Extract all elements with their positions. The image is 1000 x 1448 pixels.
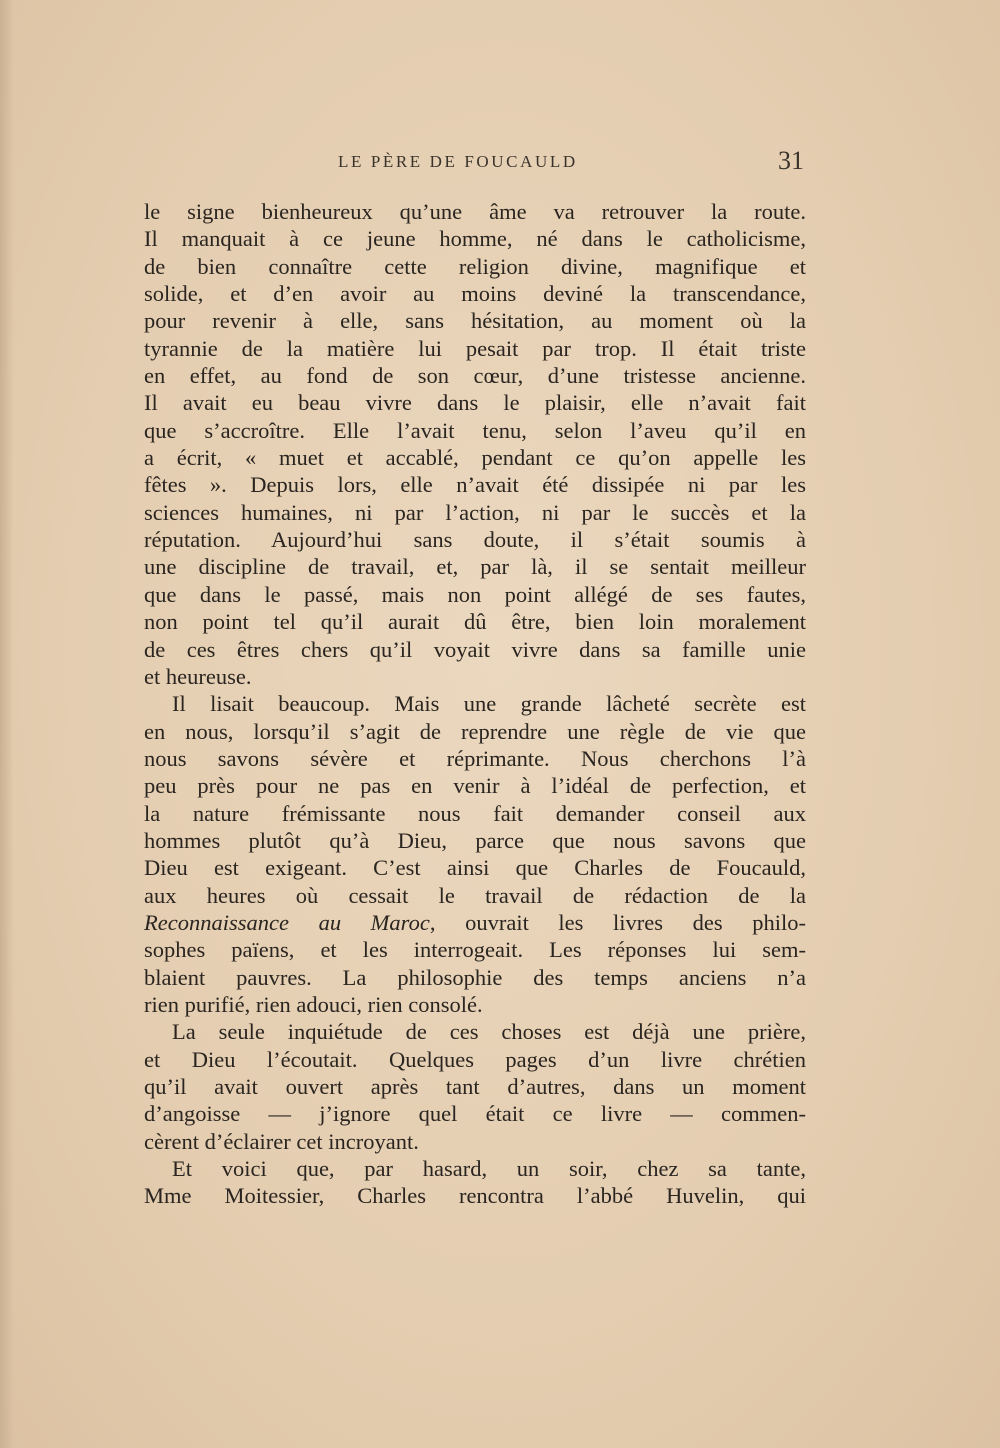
text-line: d’angoisse — j’ignore quel était ce livre — commen- [144, 1101, 806, 1127]
text-line: et heureuse. [144, 663, 252, 689]
text-line [144, 909, 806, 936]
text-line: blaient pauvres. La philosophie des temps anciens n’a [144, 964, 806, 990]
text-line: et Dieu l’écoutait. Quelques pages d’un livre chrétien [144, 1046, 806, 1072]
text-line: Mme Moitessier, Charles rencontra l’abbé Huvelin, qui [144, 1183, 806, 1209]
text-line: solide, et d’en avoir au moins deviné la transcendance, [144, 281, 806, 307]
text-line: tyrannie de la matière lui pesait par trop. Il était triste [144, 335, 806, 361]
text-line: le signe bienheureux qu’une âme va retrouver la route. [144, 199, 806, 224]
body-text [144, 198, 806, 1210]
text-line: que dans le passé, mais non point allégé de ses fautes, [144, 581, 806, 607]
text-line: Il avait eu beau vivre dans le plaisir, elle n’avait fait [144, 390, 806, 416]
text-line: Il manquait à ce jeune homme, né dans le catholicisme, [144, 226, 806, 252]
page-edge-shadow [0, 0, 14, 1448]
text-line: que s’accroître. Elle l’avait tenu, selon l’aveu qu’il en [144, 417, 806, 443]
running-head: LE PÈRE DE FOUCAULD [338, 152, 578, 171]
text-line: nous savons sévère et réprimante. Nous cherchons l’à [144, 745, 806, 771]
text-line: aux heures où cessait le travail de rédaction de la [144, 882, 806, 908]
text-line: de bien connaître cette religion divine, magnifique et [144, 253, 806, 279]
text-line: de ces êtres chers qu’il voyait vivre dans sa famille unie [144, 636, 806, 662]
text-line: en effet, au fond de son cœur, d’une tristesse ancienne. [144, 363, 806, 389]
text-line: une discipline de travail, et, par là, il se sentait meilleur [144, 554, 806, 580]
text-line: Dieu est exigeant. C’est ainsi que Charles de Foucauld, [144, 855, 806, 881]
text-line: hommes plutôt qu’à Dieu, parce que nous savons que [144, 827, 806, 853]
text-line: fêtes ». Depuis lors, elle n’avait été dissipée ni par les [144, 472, 806, 498]
text-line: peu près pour ne pas en venir à l’idéal de perfection, et [144, 773, 806, 799]
text-line: La seule inquiétude de ces choses est déjà une prière, [172, 1019, 806, 1045]
text-line: a écrit, « muet et accablé, pendant ce qu’on appelle les [144, 445, 806, 471]
text-line: sciences humaines, ni par l’action, ni par le succès et la [144, 499, 806, 525]
text-line: Et voici que, par hasard, un soir, chez sa tante, [172, 1156, 806, 1182]
text-line: sophes païens, et les interrogeait. Les réponses lui sem- [144, 937, 806, 963]
text-line: Il lisait beaucoup. Mais une grande lâcheté secrète est [172, 691, 806, 717]
text-line: la nature frémissante nous fait demander conseil aux [144, 800, 806, 826]
text-line-rest: , ouvrait les livres des philo- [429, 909, 806, 935]
text-line: non point tel qu’il aurait dû être, bien loin moralement [144, 609, 806, 635]
italic-title: Reconnaissance au Maroc [144, 909, 430, 935]
text-line: rien purifié, rien adouci, rien consolé. [144, 991, 483, 1017]
text-line: réputation. Aujourd’hui sans doute, il s’était soumis à [144, 527, 806, 553]
text-line: en nous, lorsqu’il s’agit de reprendre une règle de vie que [144, 718, 806, 744]
text-line: pour revenir à elle, sans hésitation, au moment où la [144, 308, 806, 334]
page-number: 31 [778, 146, 804, 175]
text-line: qu’il avait ouvert après tant d’autres, dans un moment [144, 1074, 806, 1099]
text-line: cèrent d’éclairer cet incroyant. [144, 1128, 419, 1154]
